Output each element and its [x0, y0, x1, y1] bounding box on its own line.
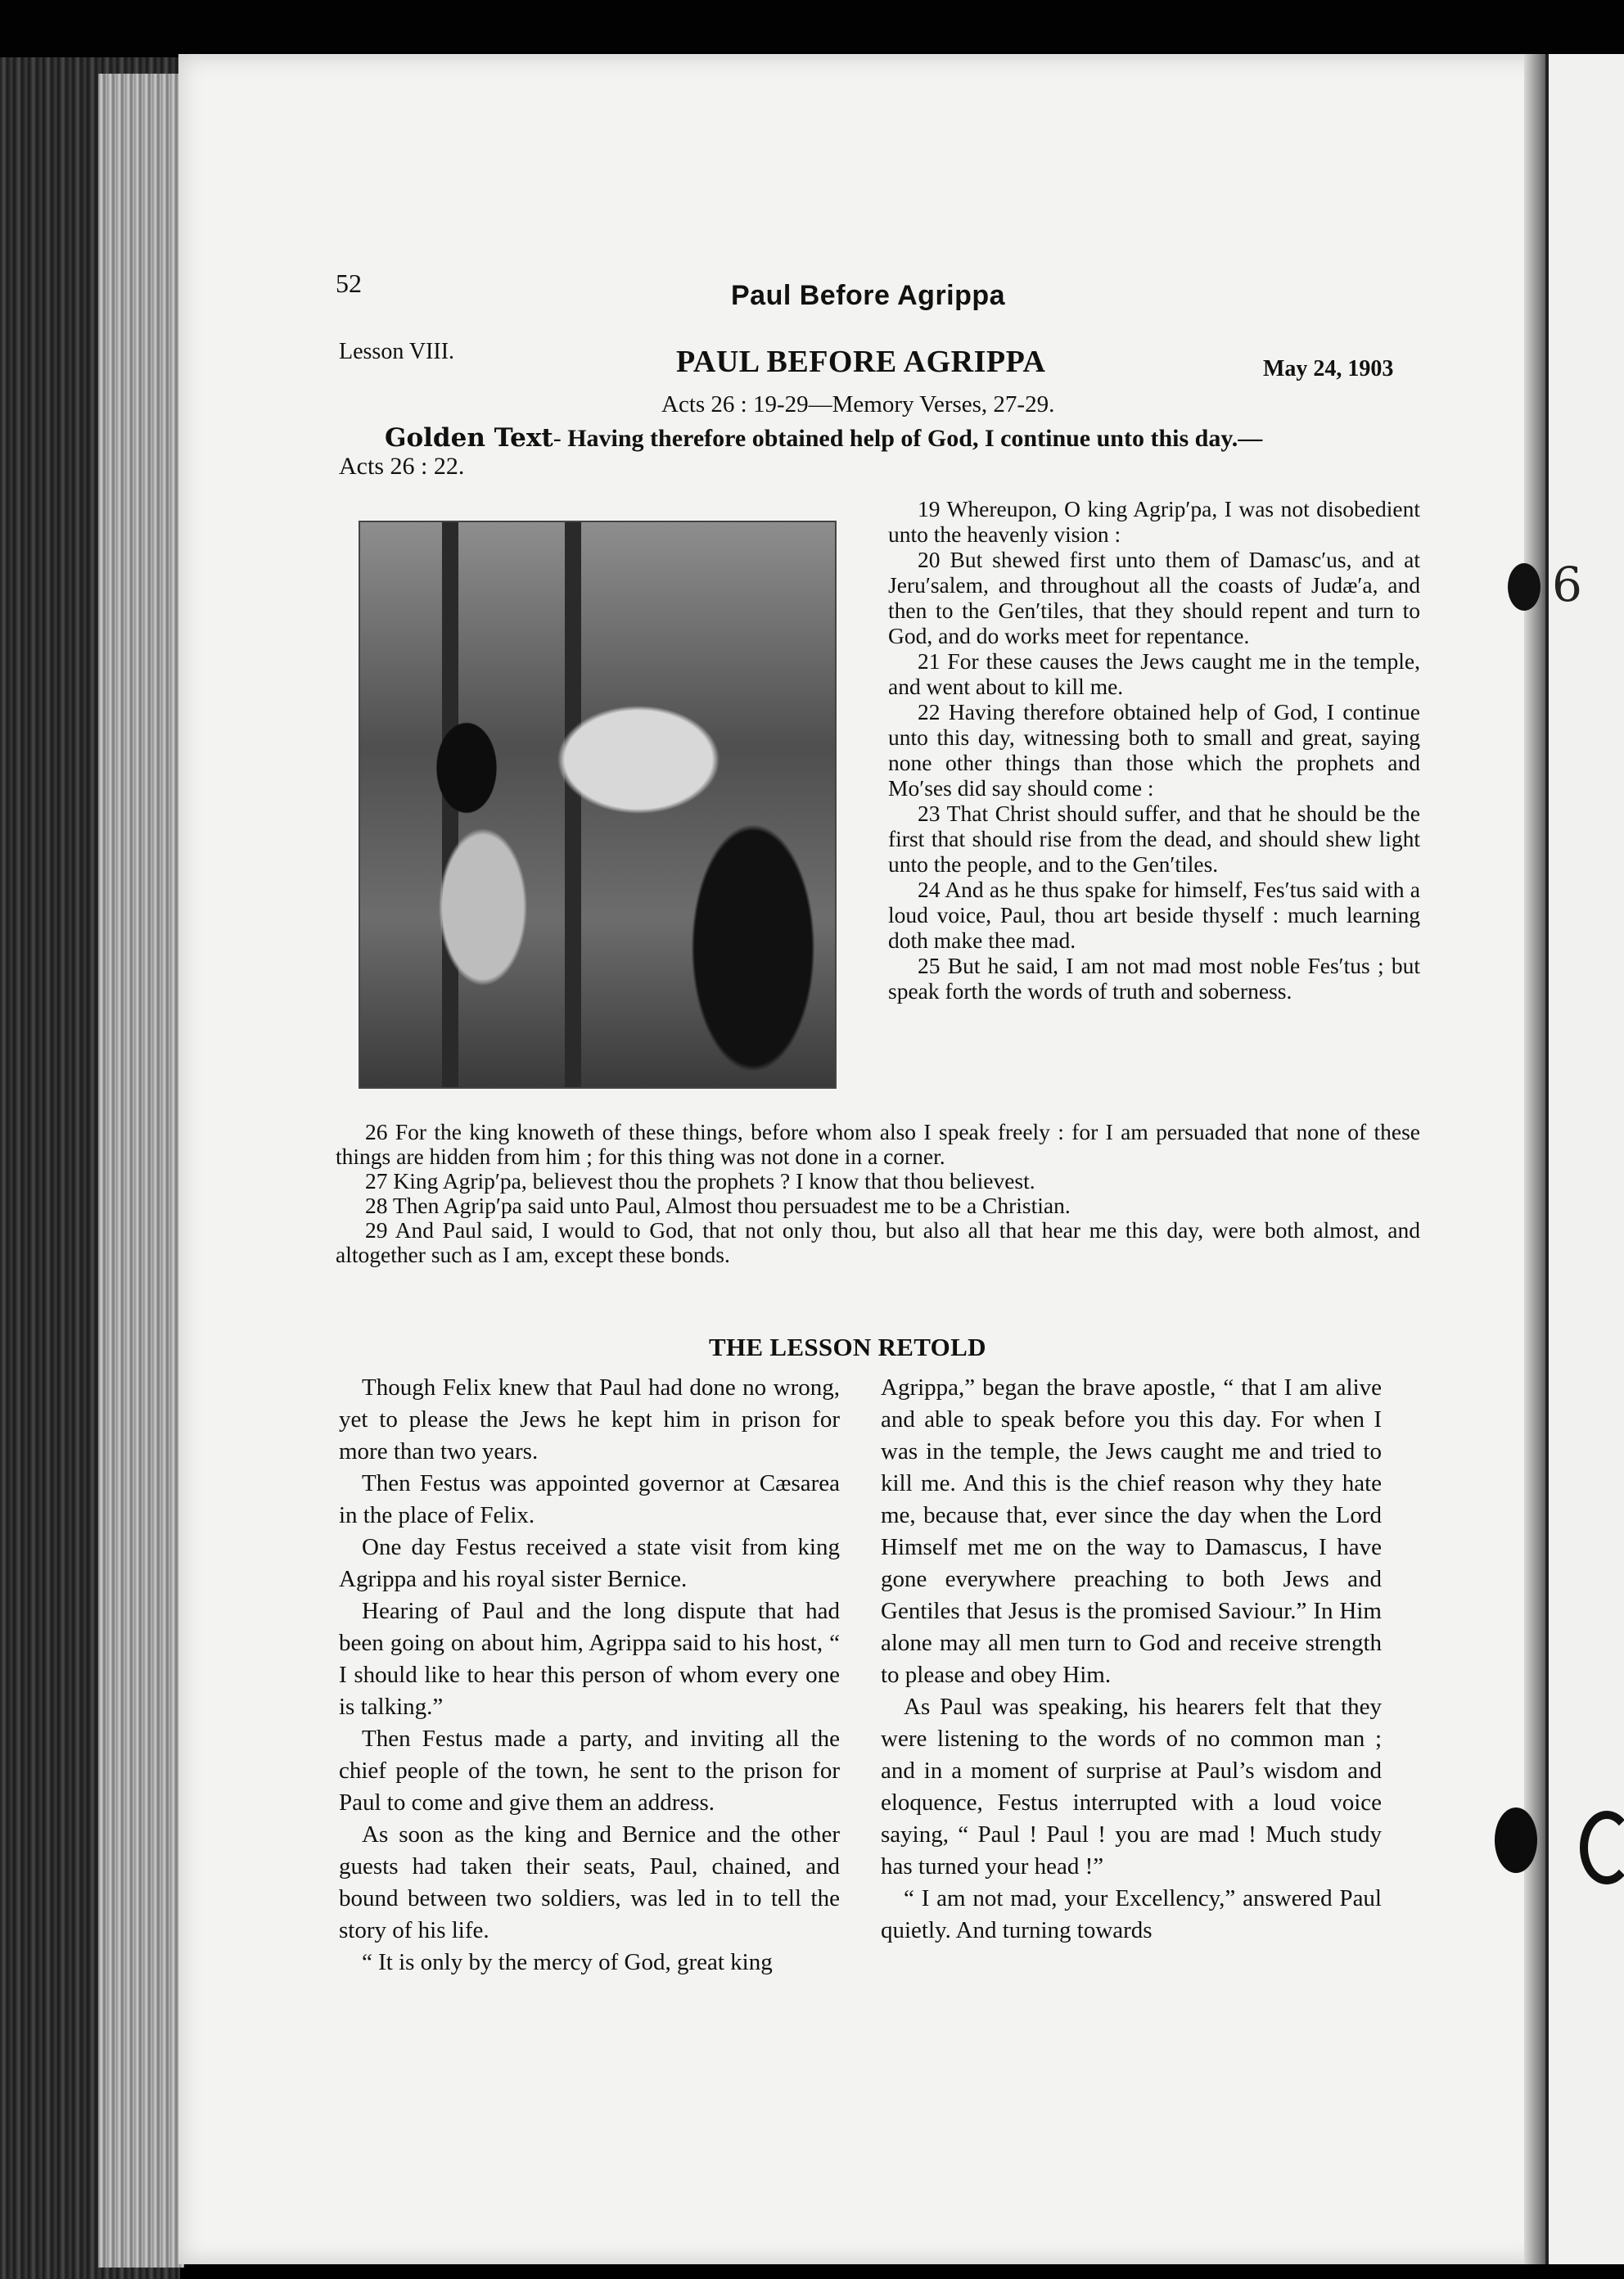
running-head: Paul Before Agrippa	[731, 280, 1006, 311]
retold-paragraph: Then Festus made a party, and inviting all the chief people of the town, he sent to the prison for Paul to come and give them an address.	[339, 1726, 840, 1816]
verse-22: 22 Having therefore obtained help of God, I continue unto this day, witnessing both to small and great, saying none other things than those which the prophets and Mo′ses did say should come :	[888, 699, 1420, 801]
retold-paragraph: “ It is only by the mercy of God, great king	[362, 1949, 773, 1975]
retold-paragraph: Hearing of Paul and the long dispute that had been going on about him, Agrippa said to his host, “ I should like to hear this person of whom every one is talking.”	[339, 1598, 840, 1720]
retold-paragraph: Then Festus was appointed governor at Cæsarea in the place of Felix.	[339, 1470, 840, 1528]
illustration-paul-before-agrippa	[359, 521, 837, 1089]
retold-paragraph: As soon as the king and Bernice and the other guests had taken their seats, Paul, chained, and bound between two soldiers, was led in to tell the story of his life.	[339, 1821, 840, 1943]
verses-right-column	[888, 496, 1420, 1004]
verse-25: 25 But he said, I am not mad most noble Fes′tus ; but speak forth the words of truth and soberness.	[888, 953, 1420, 1004]
retold-left-column	[339, 1372, 840, 1979]
margin-mark: 6	[1552, 557, 1582, 612]
golden-text-citation: Acts 26 : 22.	[339, 453, 465, 480]
retold-right-column	[881, 1372, 1382, 1947]
verse-23: 23 That Christ should suffer, and that he should be the first that should rise from the dead, and should shew light unto the people, and to the Gen′tiles.	[888, 801, 1420, 877]
verse-19: 19 Whereupon, O king Agrip′pa, I was not disobedient unto the heavenly vision :	[888, 496, 1420, 547]
golden-text-label: Golden Text	[385, 423, 553, 453]
book-page-edges-inner	[98, 74, 184, 2268]
verse-27: 27 King Agrip′pa, believest thou the prophets ? I know that thou believest.	[365, 1168, 1035, 1194]
retold-paragraph: Though Felix knew that Paul had done no wrong, yet to please the Jews he kept him in prison for more than two years.	[339, 1374, 840, 1464]
scan-top-border	[0, 0, 1624, 57]
lesson-label: Lesson VIII.	[339, 339, 455, 364]
lesson-date: May 24, 1903	[1263, 356, 1394, 381]
retold-paragraph: As Paul was speaking, his hearers felt that they were listening to the words of no common man ; and in a moment of surprise at Paul’s wisdom and eloquence, Festus interrupted with a loud voice saying, “ Paul ! Paul ! you are mad ! Much study has turned your head !”	[881, 1694, 1382, 1880]
golden-text: Golden Text- Having therefore obtained help of God, I continue unto this day.— Acts 26 : 22.	[339, 423, 1263, 480]
verse-26: 26 For the king knoweth of these things, before whom also I speak freely : for I am persuaded that none of these things are hidden from him ; for this thing was not done in a corner.	[336, 1119, 1420, 1169]
verse-24: 24 And as he thus spake for himself, Fes′tus said with a loud voice, Paul, thou art beside thyself : much learning doth make thee mad.	[888, 877, 1420, 953]
retold-heading: THE LESSON RETOLD	[709, 1333, 986, 1361]
verses-full-width	[336, 1120, 1420, 1267]
retold-paragraph: One day Festus received a state visit from king Agrippa and his royal sister Bernice.	[339, 1534, 840, 1592]
facing-page-edge	[1545, 54, 1624, 2264]
binding-hole-top	[1508, 563, 1541, 611]
retold-paragraph: Agrippa,” began the brave apostle, “ that I am alive and able to speak before you this day. For when I was in the temple, the Jews caught me and tried to kill me. And this is the chief reason why they hate me, because that, ever since the day when the Lord Himself met me on the way to Damascus, I have gone everywhere preaching to both Jews and Gentiles that Jesus is the promised Saviour.” In Him alone may all men turn to God and receive strength to please and obey Him.	[881, 1374, 1382, 1688]
verse-20: 20 But shewed first unto them of Damasc′us, and at Jeru′salem, and throughout all the coasts of Judæ′a, and then to the Gen′tiles, that they should repent and turn to God, and do works meet for repentance.	[888, 547, 1420, 648]
golden-text-body: Having therefore obtained help of God, I continue unto this day.—	[567, 425, 1263, 452]
page-number: 52	[336, 269, 362, 298]
verse-28: 28 Then Agrip′pa said unto Paul, Almost thou persuadest me to be a Christian.	[365, 1193, 1071, 1218]
binding-hole-bottom	[1495, 1807, 1537, 1873]
lesson-title: PAUL BEFORE AGRIPPA	[676, 345, 1046, 379]
scripture-reference: Acts 26 : 19-29—Memory Verses, 27-29.	[661, 391, 1055, 417]
retold-paragraph: “ I am not mad, your Excellency,” answered Paul quietly. And turning towards	[881, 1885, 1382, 1943]
verse-29: 29 And Paul said, I would to God, that not only thou, but also all that hear me this day, were both almost, and altogether such as I am, except these bonds.	[336, 1217, 1420, 1267]
verse-21: 21 For these causes the Jews caught me in the temple, and went about to kill me.	[888, 648, 1420, 699]
